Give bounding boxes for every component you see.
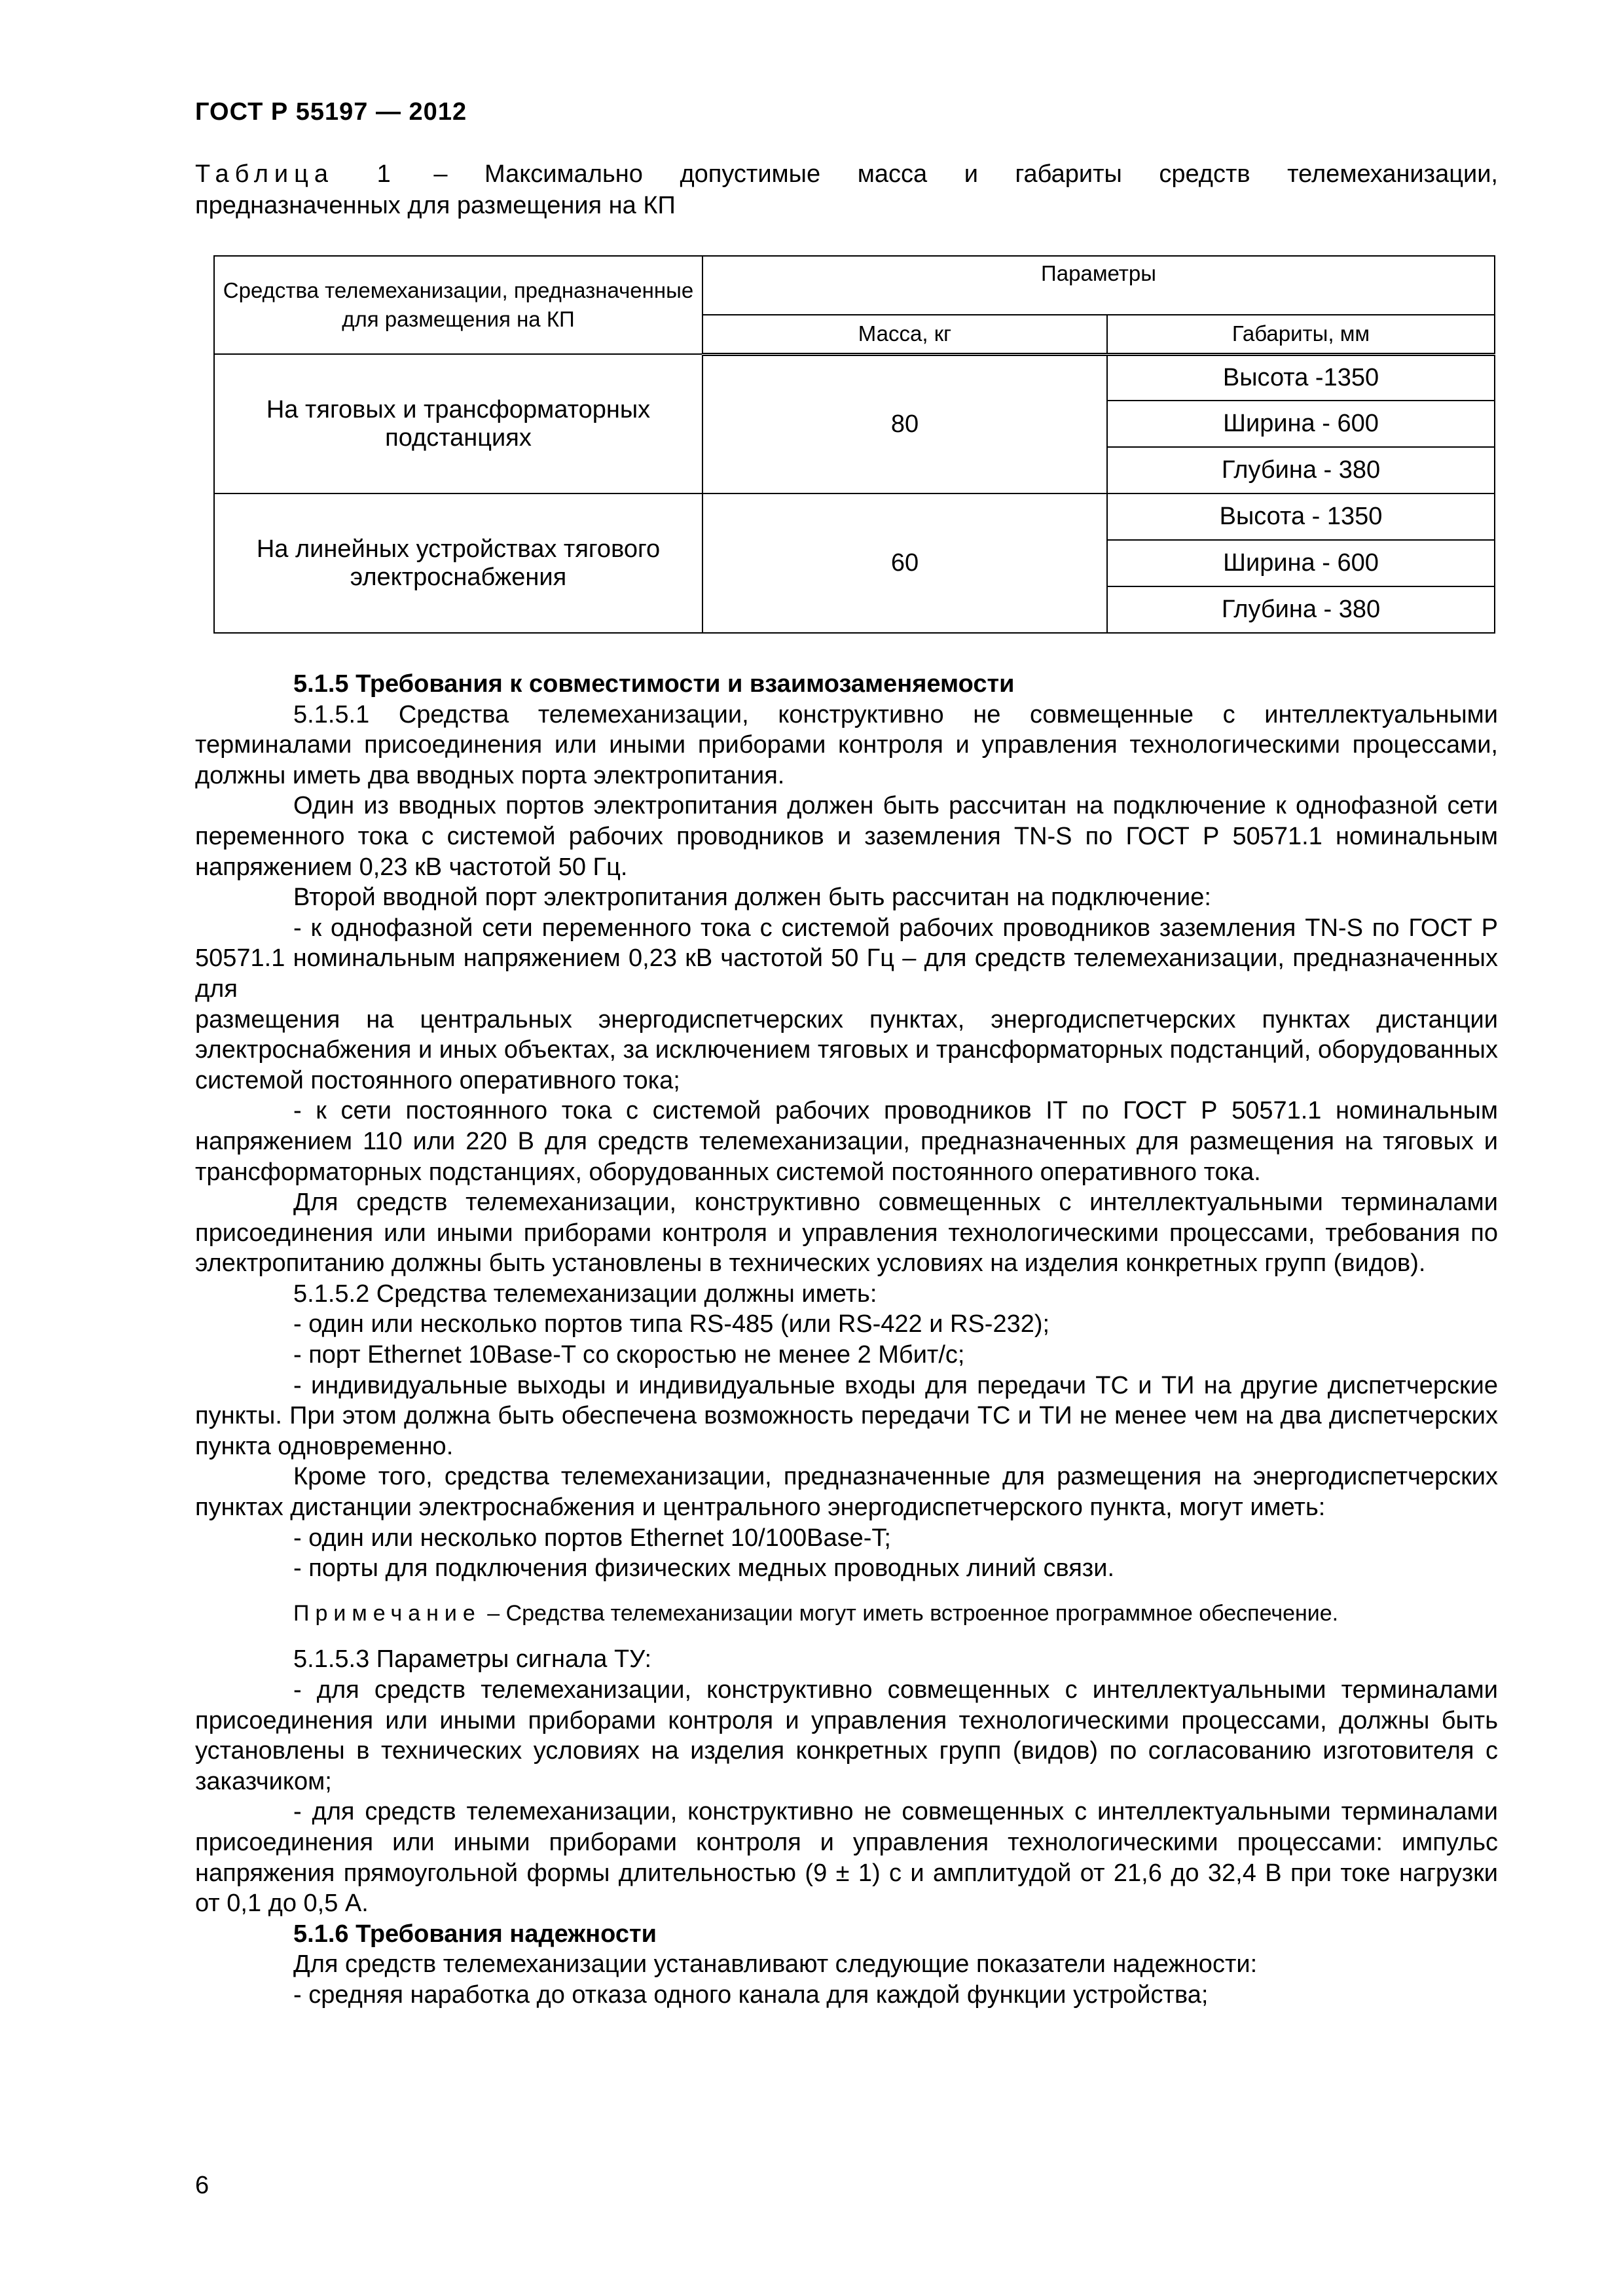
list-item: - порты для подключения физических медных проводных линий связи. (293, 1554, 1114, 1583)
paragraph: Кроме того, средства телемеханизации, предназначенные для размещения на энергодиспетчерских пунктах дистанции электроснабжения и центрального энергодиспетчерского пункта, могут иметь: (195, 1463, 1498, 1522)
list-item: - индивидуальные выходы и индивидуальные входы для передачи ТС и ТИ на другие диспетчерские пункты. При этом должна быть обеспечена возможность передачи ТС и ТИ не менее чем на два диспетчерских пункта одновременно. (195, 1371, 1498, 1460)
list-item: - один или несколько портов Ethernet 10/100Base-T; (293, 1524, 891, 1552)
table-caption-label: Таблица 1 (195, 160, 397, 188)
list-item: - для средств телемеханизации, конструктивно совмещенных с интеллектуальными терминалами присоединения или иными приборами контроля и управления технологическими процессами, должны быть установлены в технических условиях на изделия конкретных групп (видов) по согласованию изготовителя с заказчиком; (195, 1676, 1498, 1795)
note-text: – Средства телемеханизации могут иметь встроенное программное обеспечение. (481, 1600, 1339, 1626)
paragraph: Второй вводной порт электропитания должен быть рассчитан на подключение: (293, 884, 1211, 912)
section-heading: 5.1.5 Требования к совместимости и взаимозаменяемости (293, 670, 1015, 698)
list-item: - средняя наработка до отказа одного канала для каждой функции устройства; (293, 1981, 1209, 2009)
document-header: ГОСТ Р 55197 — 2012 (195, 98, 467, 126)
table-caption-text: – Максимально допустимые масса и габариты средств телемеханизации, (433, 160, 1498, 188)
paragraph: - к сети постоянного тока с системой рабочих проводников IT по ГОСТ Р 50571.1 номинальным напряжением 110 или 220 В для средств телемеханизации, предназначенных для размещения на тяговых и трансформаторных подстанциях, оборудованных системой постоянного оперативного тока. (195, 1097, 1498, 1186)
table-cell-dim: Высота -1350 (1107, 354, 1495, 401)
parameters-table (213, 255, 1495, 634)
paragraph: размещения на центральных энергодиспетчерских пунктах, энергодиспетчерских пунктах дистанции электроснабжения и иных объектах, за исключением тяговых и трансформаторных подстанций, оборудованных системой постоянного оперативного тока; (195, 1005, 1498, 1094)
table-cell-dim: Глубина - 380 (1107, 447, 1495, 493)
page-number: 6 (195, 2172, 210, 2199)
paragraph: Для средств телемеханизации, конструктивно совмещенных с интеллектуальными терминалами присоединения или иными приборами контроля и управления технологическими процессами, требования по электропитанию должны быть установлены в технических условиях на изделия конкретных групп (видов). (195, 1189, 1498, 1278)
list-item: - порт Ethernet 10Base-T со скоростью не менее 2 Мбит/с; (293, 1341, 965, 1369)
paragraph: - к однофазной сети переменного тока с системой рабочих проводников заземления TN-S по ГОСТ Р 50571.1 номинальным напряжением 0,23 кВ частотой 50 Гц – для средств телемеханизации, предназначенных для (195, 914, 1498, 1003)
table-cell-dim: Ширина - 600 (1107, 401, 1495, 447)
table-cell-dim: Ширина - 600 (1107, 540, 1495, 586)
note (195, 1598, 1498, 1629)
table-cell-device: На линейных устройствах тягового электроснабжения (214, 493, 702, 633)
list-item: - для средств телемеханизации, конструктивно не совмещенных с интеллектуальными терминалами присоединения или иными приборами контроля и управления технологическими процессами: импульс напряжения прямоугольной формы длительностью (9 ± 1) с и амплитудой от 21,6 до 32,4 В при токе нагрузки от 0,1 до 0,5 А. (195, 1798, 1498, 1918)
table-cell-dim: Высота - 1350 (1107, 493, 1495, 540)
table-header-mass: Масса, кг (702, 315, 1107, 354)
document-body (195, 669, 1498, 2011)
paragraph: 5.1.5.1 Средства телемеханизации, конструктивно не совмещенные с интеллектуальными терминалами присоединения или иными приборами контроля и управления технологическими процессами, должны иметь два вводных порта электропитания. (195, 700, 1498, 789)
table-cell-mass: 60 (702, 493, 1107, 633)
paragraph: 5.1.5.3 Параметры сигнала ТУ: (293, 1645, 652, 1674)
table-caption (195, 158, 1498, 221)
list-item: - один или несколько портов типа RS-485 (или RS-422 и RS-232); (293, 1310, 1050, 1338)
note-label: Примечание (293, 1600, 481, 1626)
table-header-params: Параметры (702, 256, 1495, 315)
paragraph: Один из вводных портов электропитания должен быть рассчитан на подключение к однофазной сети переменного тока с системой рабочих проводников и заземления TN-S по ГОСТ Р 50571.1 номинальным напряжением 0,23 кВ частотой 50 Гц. (195, 792, 1498, 881)
table-header-device: Средства телемеханизации, предназначенные для размещения на КП (214, 256, 702, 354)
table-cell-dim: Глубина - 380 (1107, 586, 1495, 633)
table-caption-line2: предназначенных для размещения на КП (195, 192, 676, 219)
table-cell-device: На тяговых и трансформаторных подстанциях (214, 354, 702, 493)
table-cell-mass: 80 (702, 354, 1107, 493)
table-header-dims: Габариты, мм (1107, 315, 1495, 354)
section-heading: 5.1.6 Требования надежности (293, 1920, 657, 1948)
paragraph: Для средств телемеханизации устанавливают следующие показатели надежности: (293, 1950, 1258, 1979)
paragraph: 5.1.5.2 Средства телемеханизации должны иметь: (293, 1280, 877, 1308)
